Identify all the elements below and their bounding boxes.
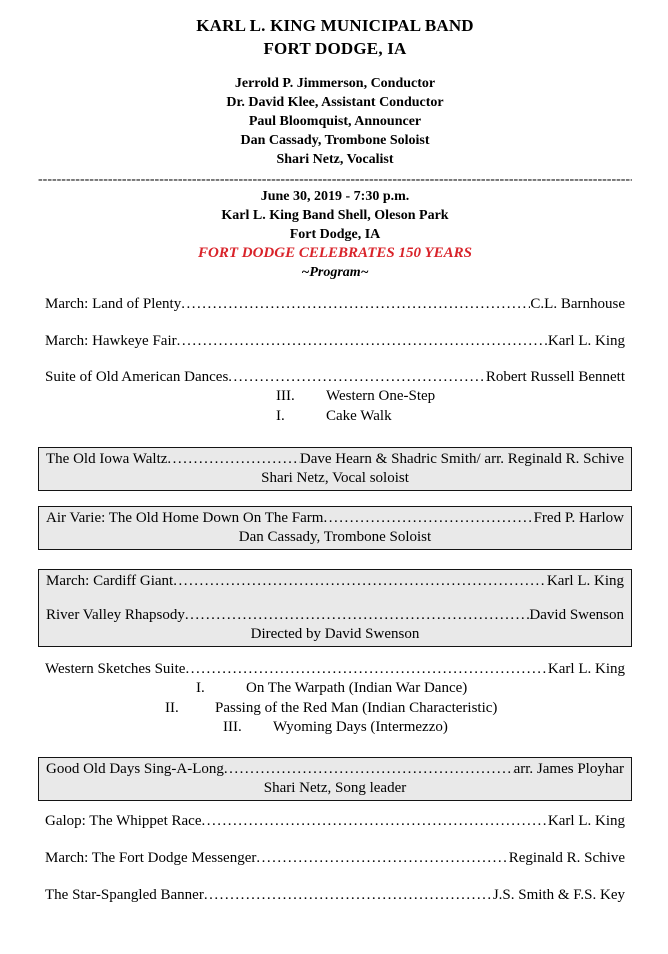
event-venue: Karl L. King Band Shell, Oleson Park [221, 208, 449, 223]
movement-numeral: I. [276, 407, 285, 424]
movement [45, 679, 625, 699]
piece-title: March: Cardiff Giant [46, 573, 174, 589]
performance-note: Shari Netz, Song leader [263, 779, 407, 796]
dashed-divider [38, 172, 632, 187]
movement-list [45, 387, 625, 426]
piece-title: Good Old Days Sing-A-Long [46, 760, 224, 777]
piece-composer: Fred P. Harlow [533, 510, 624, 526]
piece-title: March: Hawkeye Fair [45, 333, 177, 349]
piece-composer: Robert Russell Bennett [485, 369, 625, 385]
dot-leader [177, 331, 548, 351]
piece-composer: David Swenson [529, 607, 624, 623]
piece-title: The Star-Spangled Banner [45, 886, 204, 903]
celebration-banner: FORT DODGE CELEBRATES 150 YEARS [198, 245, 472, 261]
movement [45, 387, 625, 407]
piece-title: Galop: The Whippet Race [45, 812, 202, 829]
piece-composer: Karl L. King [546, 573, 624, 589]
personnel-list [38, 74, 632, 169]
dot-leader [201, 811, 547, 831]
personnel-conductor: Jerrold P. Jimmerson, Conductor [234, 76, 436, 91]
program-piece-boxed [38, 757, 632, 801]
program-piece [38, 811, 632, 831]
dot-leader [173, 572, 547, 591]
band-city-title: FORT DODGE, IA [263, 39, 407, 58]
dot-leader [228, 367, 486, 387]
personnel-announcer: Paul Bloomquist, Announcer [248, 114, 422, 129]
movement-numeral: II. [165, 699, 179, 716]
movement-list [45, 679, 625, 738]
dot-leader [256, 848, 508, 868]
piece-title: March: Land of Plenty [45, 296, 182, 312]
program-piece [38, 848, 632, 868]
performance-note: Dan Cassady, Trombone Soloist [238, 529, 432, 545]
program-piece [38, 294, 632, 314]
movement-name: Passing of the Red Man (Indian Characteristic) [215, 699, 498, 716]
movement [45, 699, 625, 719]
movement-numeral: I. [196, 680, 205, 696]
dot-leader [185, 606, 530, 625]
piece-title: March: The Fort Dodge Messenger [45, 849, 257, 866]
movement-name: Wyoming Days (Intermezzo) [273, 719, 448, 735]
program-piece-suite [38, 659, 632, 738]
piece-composer: arr. James Ployhar [513, 760, 624, 777]
movement-numeral: III. [276, 388, 295, 404]
performance-note: Directed by David Swenson [250, 626, 420, 642]
program-section [38, 294, 632, 905]
piece-composer: J.S. Smith & F.S. Key [492, 886, 625, 903]
dot-leader [323, 509, 533, 528]
piece-title: River Valley Rhapsody [46, 607, 185, 623]
piece-composer: Karl L. King [547, 661, 625, 677]
event-city: Fort Dodge, IA [289, 227, 381, 242]
piece-composer: C.L. Barnhouse [530, 296, 625, 312]
dot-leader [204, 885, 493, 905]
spacer [46, 591, 624, 606]
personnel-vocalist: Shari Netz, Vocalist [276, 152, 394, 167]
program-piece [38, 331, 632, 351]
movement [45, 718, 625, 738]
dot-leader [224, 760, 514, 779]
movement-name: Cake Walk [326, 407, 392, 424]
program-piece-boxed [38, 569, 632, 647]
piece-composer: Reginald R. Schive [508, 849, 625, 866]
program-piece-suite [38, 367, 632, 426]
piece-composer: Karl L. King [547, 812, 625, 829]
event-datetime: June 30, 2019 - 7:30 p.m. [260, 189, 410, 204]
personnel-trombone-soloist: Dan Cassady, Trombone Soloist [240, 133, 430, 148]
movement-name: Western One-Step [326, 388, 436, 404]
program-piece-boxed [38, 447, 632, 491]
event-info [38, 187, 632, 282]
piece-title: Suite of Old American Dances [45, 369, 229, 385]
program-piece-boxed [38, 506, 632, 550]
movement [45, 407, 625, 427]
program-heading: ~Program~ [301, 265, 369, 280]
dot-leader [167, 450, 299, 469]
dot-leader [185, 659, 547, 679]
piece-title: Western Sketches Suite [45, 661, 186, 677]
movement-numeral: III. [223, 719, 242, 735]
band-name-title: KARL L. KING MUNICIPAL BAND [196, 16, 474, 35]
movement-name: On The Warpath (Indian War Dance) [246, 680, 468, 696]
piece-title: Air Varie: The Old Home Down On The Farm [46, 510, 324, 526]
performance-note: Shari Netz, Vocal soloist [261, 470, 409, 486]
dot-leader [181, 294, 530, 314]
piece-title: The Old Iowa Waltz [46, 451, 168, 467]
piece-composer: Dave Hearn & Shadric Smith/ arr. Reginald R. Schive [299, 451, 624, 467]
piece-composer: Karl L. King [547, 333, 625, 349]
personnel-assistant-conductor: Dr. David Klee, Assistant Conductor [226, 95, 444, 110]
program-piece [38, 885, 632, 905]
